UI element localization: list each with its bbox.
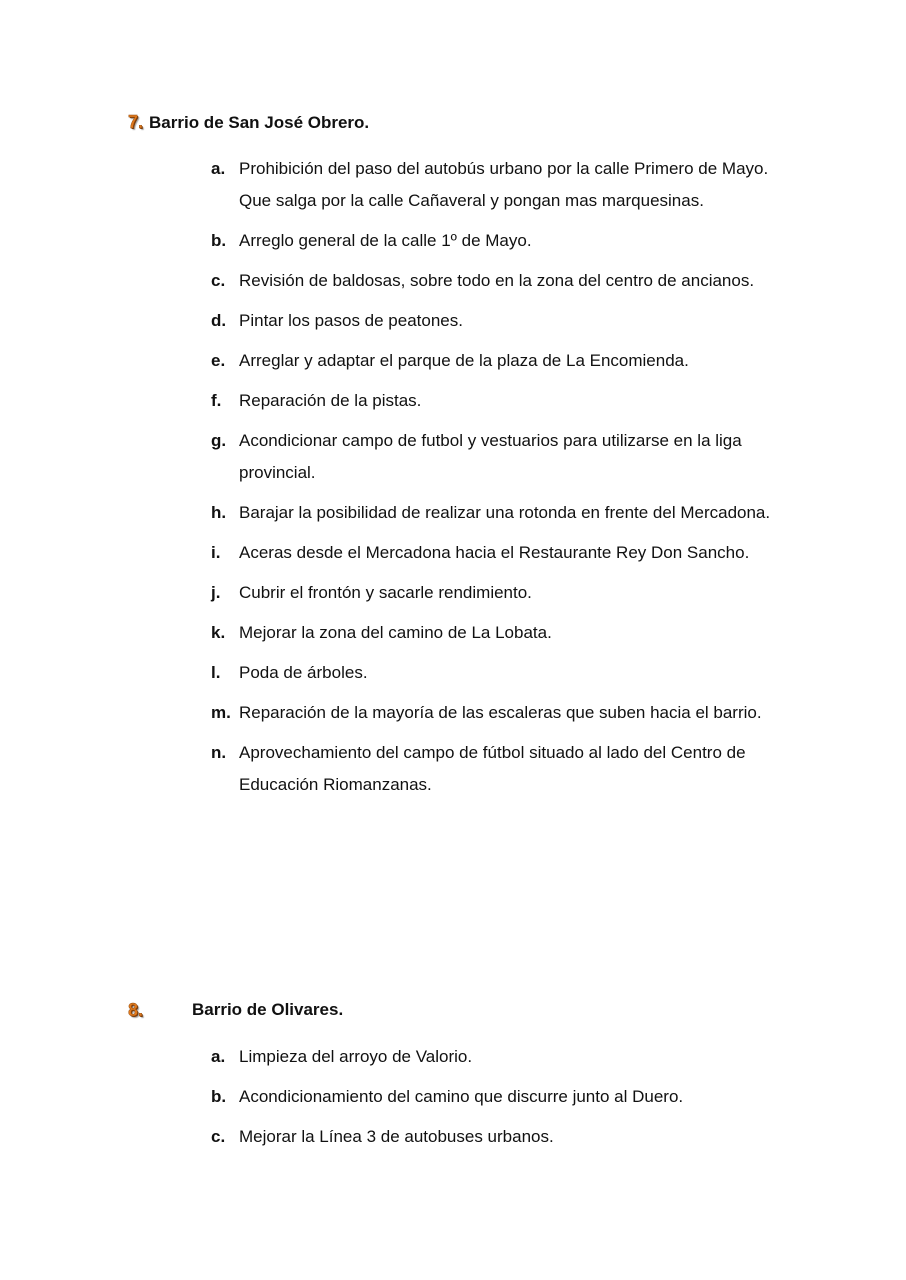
list-item-text: Mejorar la zona del camino de La Lobata.	[239, 623, 552, 642]
list-item	[211, 1121, 771, 1153]
list-item	[211, 1041, 771, 1073]
section-number: 8.	[128, 1000, 144, 1020]
list-item-text: Reparación de la mayoría de las escaleras que suben hacia el barrio.	[239, 703, 762, 722]
list-item-letter: a.	[211, 1047, 226, 1066]
list-item-letter: f.	[211, 391, 222, 410]
list-item	[211, 657, 771, 689]
section-title: Barrio de Olivares.	[192, 1000, 344, 1019]
section-number: 7.	[128, 112, 144, 132]
section-7-list	[211, 153, 771, 809]
list-item-text: Barajar la posibilidad de realizar una rotonda en frente del Mercadona.	[239, 503, 771, 522]
list-item-letter: g.	[211, 431, 227, 450]
list-item-letter: i.	[211, 543, 221, 562]
list-item-letter: b.	[211, 231, 227, 250]
list-item	[211, 265, 771, 297]
list-item	[211, 617, 771, 649]
list-item	[211, 225, 771, 257]
list-item-text: Poda de árboles.	[239, 663, 368, 682]
list-item-text: Acondicionar campo de futbol y vestuarios para utilizarse en la liga provincial.	[239, 431, 742, 482]
list-item-text: Cubrir el frontón y sacarle rendimiento.	[239, 583, 532, 602]
section-heading-7	[128, 111, 369, 134]
list-item	[211, 385, 771, 417]
list-item-letter: j.	[211, 583, 221, 602]
list-item-text: Arreglar y adaptar el parque de la plaza de La Encomienda.	[239, 351, 689, 370]
list-item-text: Revisión de baldosas, sobre todo en la zona del centro de ancianos.	[239, 271, 755, 290]
list-item-text: Limpieza del arroyo de Valorio.	[239, 1047, 473, 1066]
list-item	[211, 305, 771, 337]
list-item	[211, 737, 771, 801]
list-item-text: Prohibición del paso del autobús urbano por la calle Primero de Mayo. Que salga por la calle Cañaveral y pongan mas marquesinas.	[239, 159, 769, 210]
list-item-letter: a.	[211, 159, 226, 178]
list-item-text: Aceras desde el Mercadona hacia el Restaurante Rey Don Sancho.	[239, 543, 750, 562]
section-heading-8	[128, 999, 344, 1022]
list-item	[211, 697, 771, 729]
list-item-text: Reparación de la pistas.	[239, 391, 422, 410]
list-item-text: Pintar los pasos de peatones.	[239, 311, 463, 330]
list-item	[211, 153, 771, 217]
list-item-text: Aprovechamiento del campo de fútbol situado al lado del Centro de Educación Riomanzanas.	[239, 743, 746, 794]
list-item-letter: b.	[211, 1087, 227, 1106]
list-item-letter: c.	[211, 1127, 226, 1146]
section-8-list	[211, 1041, 771, 1161]
list-item-letter: e.	[211, 351, 226, 370]
list-item	[211, 345, 771, 377]
list-item-letter: h.	[211, 503, 227, 522]
list-item-letter: c.	[211, 271, 226, 290]
list-item	[211, 1081, 771, 1113]
list-item-letter: n.	[211, 743, 227, 762]
list-item	[211, 537, 771, 569]
list-item-letter: l.	[211, 663, 221, 682]
list-item-text: Acondicionamiento del camino que discurre junto al Duero.	[239, 1087, 684, 1106]
section-title: Barrio de San José Obrero.	[149, 113, 370, 132]
list-item	[211, 497, 771, 529]
list-item-letter: k.	[211, 623, 226, 642]
list-item-letter: d.	[211, 311, 227, 330]
list-item-text: Arreglo general de la calle 1º de Mayo.	[239, 231, 532, 250]
list-item	[211, 425, 771, 489]
list-item-text: Mejorar la Línea 3 de autobuses urbanos.	[239, 1127, 554, 1146]
list-item	[211, 577, 771, 609]
list-item-letter: m.	[211, 703, 231, 722]
